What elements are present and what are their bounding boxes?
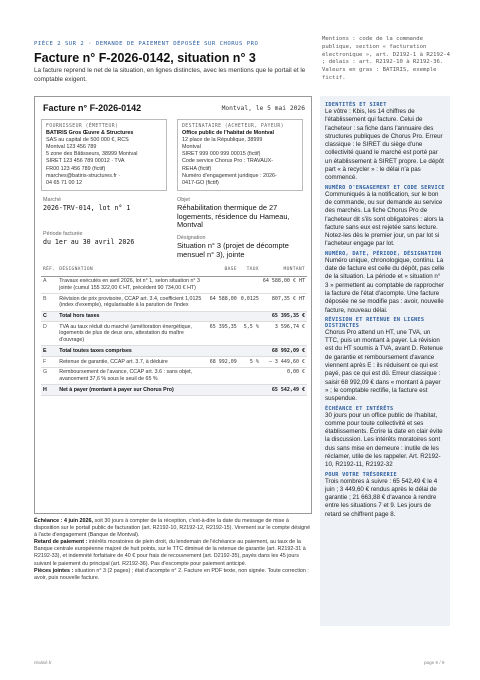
recipient-name: Office public de l'habitat de Montval	[182, 130, 275, 137]
table-row	[41, 311, 307, 322]
row-rate: 5,5 %	[239, 322, 261, 346]
period-label: Période facturée	[43, 231, 83, 237]
column-header-designation: DÉSIGNATION	[57, 265, 207, 276]
row-base	[208, 311, 239, 322]
sidebar-paragraph: Trois nombres à suivre : 65 542,49 € le 4 juin ; 3 449,60 € rendus après le délai de garantie ; 21 663,88 € d'avance à rendre entre les situations 7 et 9. Les jours de retard se chiffrent page 8.	[325, 477, 438, 518]
sidebar-heading: ÉCHÉANCE ET INTÉRÊTS	[325, 405, 394, 412]
designation-value: Situation n° 3 (projet de décompte mensuel n° 3), jointe	[177, 241, 289, 259]
row-rate	[239, 276, 261, 293]
footer-page-number: page 6 / 9	[424, 660, 445, 665]
lead-paragraph: La facture reprend le net de la situation, en lignes distinctes, avec les mentions que le portail et le comptable exigent.	[34, 67, 306, 83]
row-base: 65 395,35	[208, 322, 239, 346]
row-base	[208, 385, 239, 396]
legend-note: Mentions : code de la commande publique, section « facturation électronique », art. D2192-1 à R2192-4 ; délais : art. R2192-10 à R2192-36. Valeurs en gras : BATIRIS, exemple fictif.	[322, 36, 450, 81]
note-label: Pièces jointes :	[34, 567, 74, 574]
recipient-line: Montval	[182, 144, 201, 151]
row-ref: C	[41, 311, 57, 322]
note-due-date	[34, 518, 312, 539]
note-text: soit 30 jours à compter de la réception, c'est-à-dire la date du message de mise à disposition sur le portail public de facturation (art. R2192-10, R2192-12, R2192-15). Virement sur le compte désigné à l'acte d'engagement (Banque de Montval).	[34, 518, 311, 539]
row-base	[208, 346, 239, 357]
row-designation: Total hors taxes	[57, 311, 207, 322]
row-rate: 0,0125	[239, 294, 261, 311]
table-row	[41, 346, 307, 357]
object-label: Objet	[177, 197, 190, 203]
period-value: du 1er au 30 avril 2026	[43, 238, 135, 246]
market-value: 2026-TRV-014, lot n° 1	[43, 204, 131, 212]
row-ref: E	[41, 346, 57, 357]
row-designation: TVA au taux réduit du marché (amélioration énergétique, logements de plus de deux ans, attestation du maître d'ouvrage)	[57, 322, 207, 346]
column-header-ref: RÉF.	[41, 265, 57, 276]
row-ref: G	[41, 367, 57, 384]
row-amount: 65 395,35 €	[261, 311, 307, 322]
supplier-line: SIRET 123 456 789 00012 · TVA	[46, 158, 125, 165]
sidebar-paragraph: Le vôtre : Kbis, les 14 chiffres de l'établissement qui facture. Celui de l'acheteur : sa fiche dans l'annuaire des structures publiques de Chorus Pro. Erreur classique : le SIRET du siège d'une collectivité quand le marché est porté par un établissement à SIRET propre. Le dépôt part « à recycler » : le délai n'a pas commencé.	[325, 108, 444, 182]
row-ref: A	[41, 276, 57, 293]
sidebar-paragraph: 30 jours pour un office public de l'habitat, comme pour toute collectivité et ses établissements. Écrire la date en clair évite la discussion. Les intérêts moratoires sont dus sans mise en demeure : inutile de les réclamer, utile de les rappeler. Art. R2192-10, R2192-11, R2192-32	[325, 411, 443, 469]
row-amount: – 3 449,60 €	[261, 357, 307, 368]
page-title: Facture n° F-2026-0142, situation n° 3	[34, 51, 256, 65]
recipient-line: Numéro d'engagement juridique : 2026-	[182, 172, 277, 179]
sidebar-paragraph: Communiqués à la notification, sur le bon de commande, ou sur demande au service des marchés. La fiche Chorus Pro de l'acheteur dit s'ils sont obligatoires : alors la facture sans eux est rejetée sans lecture. Notez-les dès le premier jour, un par lot si l'acheteur engage par lot.	[325, 190, 444, 248]
row-amount: 0,00 €	[261, 367, 307, 384]
supplier-label: FOURNISSEUR (ÉMETTEUR)	[46, 124, 119, 129]
row-base: 64 588,00	[208, 294, 239, 311]
row-designation: Révision de prix provisoire, CCAP art. 3.4, coefficient 1,0125 (index d'exemple), régularisable à la parution de l'index	[57, 294, 207, 311]
table-row	[41, 276, 307, 293]
row-rate	[239, 346, 261, 357]
supplier-name: BATIRIS Gros Œuvre & Structures	[46, 130, 134, 137]
sidebar-heading: RÉVISION ET RETENUE EN LIGNES DISTINCTES	[325, 316, 425, 329]
page-kicker: PIÈCE 2 SUR 2 · DEMANDE DE PAIEMENT DÉPOSÉE SUR CHORUS PRO	[34, 41, 259, 47]
table-row	[41, 357, 307, 368]
market-label: Marché	[43, 197, 61, 203]
sidebar-paragraph: Chorus Pro attend un HT, une TVA, un TTC, puis un montant à payer. La révision est du HT soumis à TVA, avant D. Retenue de garantie et remboursement d'avance viennent après E : ils réduisent ce qui est payé, pas ce qui est dû. Erreur classique : saisir 68 992,09 € dans « montant à payer » ; le comptable rectifie, la facture est suspendue.	[325, 328, 443, 403]
sidebar-heading: POUR VOTRE TRÉSORERIE	[325, 471, 397, 478]
row-amount: 68 992,09 €	[261, 346, 307, 357]
column-header-base: BASE	[208, 265, 239, 276]
column-header-rate: TAUX	[239, 265, 261, 276]
row-amount: 3 596,74 €	[261, 322, 307, 346]
note-label: Échéance : 4 juin 2026,	[34, 518, 94, 524]
row-rate	[239, 311, 261, 322]
row-designation: Travaux exécutés en avril 2026, lot n° 1, selon situation n° 3 jointe (cumul 155 322,00 € HT, précédent 90 734,00 € HT)	[57, 276, 207, 293]
sidebar-heading: NUMÉRO D'ENGAGEMENT ET CODE SERVICE	[325, 184, 445, 191]
row-base	[208, 367, 239, 384]
object-value: Réhabilitation thermique de 27 logements, résidence du Hameau, Montval	[177, 203, 290, 230]
recipient-box	[177, 119, 303, 191]
row-designation: Retenue de garantie, CCAP art. 3.7, à déduire	[57, 357, 207, 368]
footer-source: réalisé.fr	[34, 660, 52, 665]
note-late-payment	[34, 539, 312, 567]
supplier-line: 5 zone des Bâtisseurs, 38999 Montval	[46, 151, 138, 158]
guidance-sidebar	[320, 96, 450, 626]
row-amount: 65 542,49 €	[261, 385, 307, 396]
note-attachments	[34, 568, 312, 582]
note-text: situation n° 3 (2 pages) ; état d'acompte n° 2. Facture en PDF texte, non signée. Toute correction : avoir, puis nouvelle facture.	[34, 567, 309, 581]
supplier-box	[41, 119, 167, 191]
table-body	[41, 276, 307, 395]
table-row	[41, 367, 307, 384]
sidebar-heading: IDENTITÉS ET SIRET	[325, 102, 387, 108]
supplier-line: Montval 123 456 789	[46, 144, 97, 151]
invoice-card	[34, 96, 312, 514]
row-designation: Net à payer (montant à payer sur Chorus Pro)	[57, 385, 207, 396]
supplier-line: SAS au capital de 500 000 €, RCS	[46, 137, 129, 144]
sidebar-paragraph: Numéro unique, chronologique, continu. La date de facture est celle du dépôt, pas celle de la situation. La période et « situation n° 3 » permettent au comptable de rapprocher la facture de l'état d'acompte. Une facture déposée ne se modifie pas : avoir, nouvelle facture, nouveau délai.	[325, 256, 445, 314]
invoice-header	[43, 103, 305, 113]
row-rate: 5 %	[239, 357, 261, 368]
row-rate	[239, 367, 261, 384]
invoice-date: Montval, le 5 mai 2026	[221, 105, 305, 112]
supplier-line: FR00 123 456 789 (fictif)	[46, 165, 106, 172]
sidebar-heading: NUMÉRO, DATE, PÉRIODE, DÉSIGNATION	[325, 250, 442, 257]
recipient-line: 0417-GO (fictif)	[182, 179, 219, 186]
supplier-line: 04 65 71 00 12	[46, 179, 82, 186]
row-designation: Remboursement de l'avance, CCAP art. 3.6 : sans objet, avancement 37,6 % sous le seuil de 65 %	[57, 367, 207, 384]
recipient-line: REHA (fictif)	[182, 165, 212, 172]
row-base	[208, 276, 239, 293]
row-amount: 64 588,00 € HT	[261, 276, 307, 293]
row-ref: B	[41, 294, 57, 311]
note-label: Retard de paiement :	[34, 539, 88, 546]
recipient-line: 12 place de la République, 38999	[182, 137, 263, 144]
row-amount: 807,35 € HT	[261, 294, 307, 311]
row-ref: D	[41, 322, 57, 346]
row-ref: H	[41, 385, 57, 396]
recipient-label: DESTINATAIRE (ACHETEUR, PAYEUR)	[182, 124, 284, 129]
recipient-line: Code service Chorus Pro : TRAVAUX-	[182, 158, 274, 165]
note-text: intérêts moratoires de plein droit, du lendemain de l'échéance au paiement, au taux de la Banque centrale européenne majoré de huit points, sur le TTC diminué de la retenue de garantie (art. R2192-31 à R2192-33), et indemnité forfaitaire de 40 € pour frais de recouvrement (art. D2192-35), payés dans les 45 jours suivant le paiement du principal (art. R2192-36). Pas d'escompte pour paiement anticipé.	[34, 539, 306, 567]
recipient-line: SIRET 999 000 999 00015 (fictif)	[182, 151, 261, 158]
designation-label: Désignation	[177, 235, 206, 241]
invoice-lines-table	[41, 265, 307, 396]
table-row	[41, 385, 307, 396]
table-row	[41, 322, 307, 346]
invoice-notes	[34, 518, 312, 582]
row-ref: F	[41, 357, 57, 368]
supplier-line: marches@batiris-structures.fr ·	[46, 172, 121, 179]
table-row	[41, 294, 307, 311]
column-header-amount: MONTANT	[261, 265, 307, 276]
row-base: 68 992,09	[208, 357, 239, 368]
invoice-title: Facture n° F-2026-0142	[43, 103, 142, 113]
row-rate	[239, 385, 261, 396]
table-header-row	[41, 265, 307, 276]
row-designation: Total toutes taxes comprises	[57, 346, 207, 357]
